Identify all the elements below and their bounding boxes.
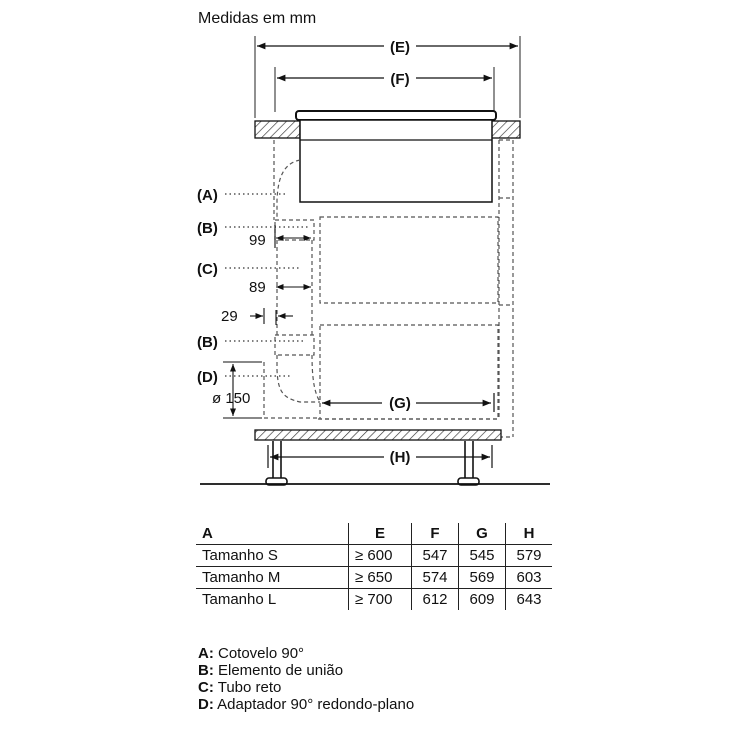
worktop-right — [490, 121, 520, 138]
table-cell: 609 — [459, 589, 506, 611]
table-cell: 545 — [459, 545, 506, 567]
header-cell: H — [506, 523, 553, 545]
legend-text: Elemento de união — [218, 662, 344, 679]
dimension-g-label: (G) — [389, 395, 411, 412]
table-cell: Tamanho S — [196, 545, 349, 567]
table-cell: ≥ 600 — [349, 545, 412, 567]
table-cell: 612 — [412, 589, 459, 611]
table-cell: 579 — [506, 545, 553, 567]
legend-text: Cotovelo 90° — [218, 645, 305, 662]
header-cell: F — [412, 523, 459, 545]
legend-key: D: — [198, 696, 214, 713]
cooktop-glass — [296, 111, 496, 120]
table-cell: 569 — [459, 567, 506, 589]
label-leaders — [225, 194, 308, 376]
worktop-left — [255, 121, 300, 138]
measure-29 — [250, 308, 293, 325]
cabinet-legs — [266, 441, 479, 485]
measure-diameter-label: ø 150 — [212, 390, 251, 407]
label-d: (D) — [197, 369, 218, 386]
table-cell: 643 — [506, 589, 553, 611]
table-cell: ≥ 650 — [349, 567, 412, 589]
header-cell: G — [459, 523, 506, 545]
header-cell: A — [196, 523, 349, 545]
table-row — [196, 567, 552, 589]
legend-key: C: — [198, 679, 214, 696]
legend — [198, 645, 414, 713]
dimension-e-label: (E) — [390, 39, 410, 56]
table-cell: 547 — [412, 545, 459, 567]
table-header-row — [196, 523, 552, 545]
dimension-h-label: (H) — [389, 449, 411, 466]
table-cell: Tamanho M — [196, 567, 349, 589]
legend-text: Adaptador 90° redondo-plano — [217, 696, 415, 713]
label-a: (A) — [197, 187, 218, 204]
legend-text: Tubo reto — [217, 679, 282, 696]
table-row — [196, 589, 552, 611]
measure-99 — [275, 225, 311, 248]
table-cell: ≥ 700 — [349, 589, 412, 611]
legend-item — [198, 696, 414, 713]
table-row — [196, 545, 552, 567]
label-c: (C) — [197, 261, 218, 278]
cabinet-base — [255, 430, 501, 440]
legend-item — [198, 679, 414, 696]
cooktop-body — [300, 120, 492, 202]
page-title: Medidas em mm — [198, 10, 317, 27]
label-b-top: (B) — [197, 220, 218, 237]
dimension-extension-lines — [255, 36, 520, 118]
dimension-f-label: (F) — [390, 71, 410, 88]
dimensions-table — [196, 523, 552, 610]
measure-89-label: 89 — [249, 279, 266, 296]
legend-key: B: — [198, 662, 214, 679]
table-cell: Tamanho L — [202, 591, 277, 608]
header-cell: E — [349, 523, 412, 545]
dimension-h — [268, 445, 492, 468]
legend-item — [198, 645, 414, 662]
legend-item — [198, 662, 414, 679]
label-b-bottom: (B) — [197, 334, 218, 351]
table-cell: 574 — [412, 567, 459, 589]
measure-29-label: 29 — [221, 308, 238, 325]
table-cell: 603 — [506, 567, 553, 589]
legend-key: A: — [198, 645, 214, 662]
measure-99-label: 99 — [249, 232, 266, 249]
